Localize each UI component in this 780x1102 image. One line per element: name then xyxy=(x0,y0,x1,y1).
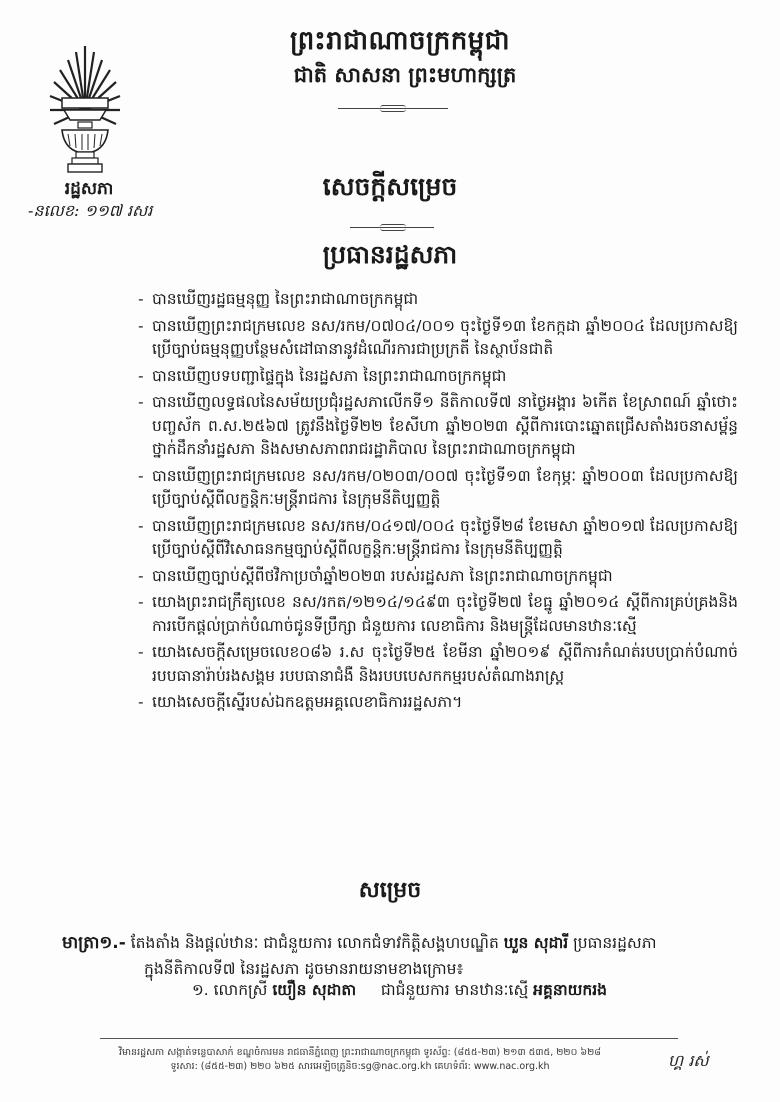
clause-item: - បានឃើញព្រះរាជក្រមលេខ នស/រកម/០៤១៧/០០៤ ចុះថ្ងៃទី២៨ ខែមេសា ឆ្នាំ២០១៧ ដែលប្រកាសឱ្យប្រើច្បាប់ស្តីពីវិសោធនកម្មច្បាប់ស្តីពីលក្ខន្តិកៈមន្ត្រីរាជការ នៃក្រុមនីតិប្បញ្ញត្តិ xyxy=(138,516,738,558)
article-1 xyxy=(62,930,742,982)
document-title: សេចក្តីសម្រេច xyxy=(322,172,458,201)
reference-number: -នលេខ: ១១៧ រសរ xyxy=(28,201,153,220)
appointee-name: យឿន សុដាតា xyxy=(272,981,357,999)
article-text: តែងតាំង និងផ្តល់ឋានៈ ជាជំនួយការ លោកជំទាវកិត្តិសង្គហបណ្ឌិត xyxy=(130,934,499,952)
clause-item: - បានឃើញព្រះរាជក្រមលេខ នស/រកម/០៧០៤/០០១ ចុះថ្ងៃទី១៣ ខែកក្កដា ឆ្នាំ២០០៤ ដែលប្រកាសឱ្យប្រើច្បាប់ធម្មនុញ្ញបន្ថែមសំដៅធានានូវដំណើរការជាប្រក្រតី នៃស្ថាប័នជាតិ xyxy=(138,316,738,358)
clause-item: - បានឃើញរដ្ឋធម្មនុញ្ញ នៃព្រះរាជាណាចក្រកម្ពុជា xyxy=(138,290,419,308)
national-motto: ជាតិ សាសនា ព្រះមហាក្សត្រ xyxy=(293,63,517,87)
article-text-after: ប្រធានរដ្ឋសភា xyxy=(573,934,657,952)
clause-item: - យោងសេចក្តីស្នើរបស់ឯកឧត្តមអគ្គលេខាធិការរដ្ឋសភា។ xyxy=(138,693,463,711)
appointee-item: ១. លោកស្រី យឿន សុដាតា ជាជំនួយការ មានឋានៈស្មើ អគ្គនាយករង xyxy=(192,981,607,999)
office-name: រដ្ឋសភា xyxy=(64,179,114,199)
royal-emblem-icon xyxy=(48,44,122,176)
clause-item: - បានឃើញច្បាប់ស្តីពីថវិកាប្រចាំឆ្នាំ២០២៣ របស់រដ្ឋសភា នៃព្រះរាជាណាចក្រកម្ពុជា xyxy=(138,566,613,585)
clause-item: - បានឃើញព្រះរាជក្រមលេខ នស/រកម/០២០៣/០០៧ ចុះថ្ងៃទី១៣ ខែកុម្ភៈ ឆ្នាំ២០០៣ ដែលប្រកាសឱ្យប្រើច្បាប់ស្តីពីលក្ខន្តិកៈមន្ត្រីរាជការ នៃក្រុមនីតិប្បញ្ញត្តិ xyxy=(138,466,738,508)
footer-divider xyxy=(100,1038,678,1039)
article-label: មាត្រា១.- xyxy=(62,933,126,953)
clause-item: - យោងសេចក្តីសម្រេចលេខ០៨៦ រ.ស ចុះថ្ងៃទី២៥ ខែមីនា ឆ្នាំ២០១៩ ស្តីពីការកំណត់របបប្រាក់បំណាច់ របបធានារ៉ាប់រងសង្គម របបធានាជំងឺ និងរបបបេសកកម្មរបស់តំណាងរាស្ត្រ xyxy=(138,643,738,685)
clause-item: - បានឃើញបទបញ្ជាផ្ទៃក្នុង នៃរដ្ឋសភា នៃព្រះរាជាណាចក្រកម្ពុជា xyxy=(138,366,507,385)
issuer-heading: ប្រធានរដ្ឋសភា xyxy=(322,240,458,269)
clause-item: - យោងព្រះរាជក្រឹត្យលេខ នស/រកត/១២១៤/១៤៩៣ ចុះថ្ងៃទី២៧ ខែធ្នូ ឆ្នាំ២០១៤ ស្តីពីការគ្រប់គ្រងនិងការបើកផ្តល់ប្រាក់បំណាច់ជូនទីប្រឹក្សា ជំនួយការ លេខាធិការ និងមន្ត្រីដែលមានឋានៈស្មើ xyxy=(138,593,738,635)
footer-address: វិមានរដ្ឋសភា សង្កាត់ទន្លេបាសាក់ ខណ្ឌចំការមន រាជធានីភ្នំពេញ ព្រះរាជាណាចក្រកម្ពុជា ទូរស័ព្ទ: (៨៥៥-២៣) ២១៣ ៥៣៥, ២២០ ៦២៨ ទូរសារ: (៨៥៥-២៣) ២២០ ៦២៥ សារអេឡិចត្រូនិច:sg@nac.org.kh គេហទំព័រ: www.nac.org.kh xyxy=(119,1047,601,1072)
handwritten-initials: ហ្គ រស់ xyxy=(668,1051,709,1070)
preamble-clauses xyxy=(138,288,738,718)
appointee-rank: អគ្គនាយករង xyxy=(533,981,607,999)
kingdom-heading: ព្រះរាជាណាចក្រកម្ពុជា xyxy=(290,26,510,56)
clause-item: - បានឃើញលទ្ធផលនៃសម័យប្រជុំរដ្ឋសភាលើកទី១ នីតិកាលទី៧ នាថ្ងៃអង្គារ ៦កើត ខែស្រាពណ៍ ឆ្នាំថោះ បញ្ចស័ក ព.ស.២៥៦៧ ត្រូវនឹងថ្ងៃទី២២ ខែសីហា ឆ្នាំ២០២៣ ស្តីពីការបោះឆ្នោតជ្រើសតាំងរចនាសម្ព័ន្ធថ្នាក់ដឹកនាំរដ្ឋសភា និងសមាសភាពរាជរដ្ឋាភិបាល នៃព្រះរាជាណាចក្រកម្ពុជា xyxy=(138,393,738,458)
article-continuation: ក្នុងនីតិកាលទី៧ នៃរដ្ឋសភា ដូចមានរាយនាមខាងក្រោម៖ xyxy=(144,960,464,978)
decision-heading: សម្រេច xyxy=(358,878,422,903)
president-name: ឃួន សុដារី xyxy=(503,934,569,952)
